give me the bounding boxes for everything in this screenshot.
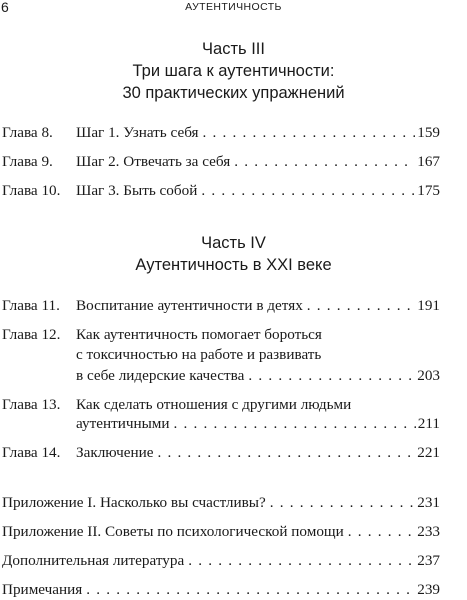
page-ref: 211 [417,415,440,432]
page-ref: 221 [417,444,440,461]
dot-leader [188,551,415,571]
chapter-title-line-2: с токсичностью на работе и развивать [76,346,322,363]
page-ref: 231 [417,494,440,511]
toc-entry-chapter-10[interactable] [2,181,440,201]
toc-entry-chapter-14[interactable] [2,443,440,463]
chapter-title-line-2: аутентичными [76,415,170,432]
chapter-label: Глава 10. [2,182,61,199]
part-4-subtitle: Аутентичность в XXI веке [135,256,332,274]
toc-entry-chapter-12-last-line[interactable] [76,366,440,386]
dot-leader [248,366,415,386]
dot-leader [86,580,415,600]
chapter-title: Воспитание аутентичности в детях [76,297,303,314]
dot-leader [157,443,415,463]
chapter-title: Шаг 2. Отвечать за себя [76,153,231,170]
toc-entry-chapter-13-last-line[interactable] [76,414,440,434]
page-ref: 167 [417,153,440,170]
chapter-title-line-1: Как аутентичность помогает бороться [76,326,322,343]
dot-leader [234,152,415,172]
chapter-label: Глава 8. [2,124,53,141]
dot-leader [203,123,416,143]
chapter-label: Глава 13. [2,396,61,413]
page-number: 6 [1,0,9,15]
page-ref: 203 [417,367,440,384]
toc-entry-appendix-2[interactable] [2,522,440,542]
further-reading-title: Дополнительная литература [2,552,185,569]
chapter-label: Глава 14. [2,444,61,461]
toc-entry-chapter-11[interactable] [2,296,440,316]
running-title: АУТЕНТИЧНОСТЬ [185,1,282,13]
part-3-title: Часть III [202,40,265,58]
toc-entry-further-reading[interactable] [2,551,440,571]
appendix-title: Приложение I. Насколько вы счастливы? [2,494,266,511]
dot-leader [348,522,415,542]
part-4-title: Часть IV [201,234,266,252]
chapter-title-line-3: в себе лидерские качества [76,367,245,384]
chapter-title: Заключение [76,444,154,461]
chapter-title: Шаг 3. Быть собой [76,182,198,199]
page-ref: 191 [417,297,440,314]
dot-leader [201,181,415,201]
chapter-label: Глава 9. [2,153,53,170]
toc-entry-notes[interactable] [2,580,440,600]
page-ref: 233 [417,523,440,540]
dot-leader [174,414,416,434]
page-ref: 237 [417,552,440,569]
part-3-subtitle-line-2: 30 практических упражнений [122,84,345,102]
page-header [0,0,467,16]
chapter-title: Шаг 1. Узнать себя [76,124,199,141]
toc-entry-appendix-1[interactable] [2,493,440,513]
page-ref: 239 [417,581,440,598]
toc-entry-chapter-8[interactable] [2,123,440,143]
page-ref: 175 [417,182,440,199]
chapter-label: Глава 11. [2,297,60,314]
chapter-label: Глава 12. [2,326,61,343]
appendix-title: Приложение II. Советы по психологической помощи [2,523,344,540]
toc-entry-chapter-13[interactable] [2,395,440,415]
chapter-title-line-1: Как сделать отношения с другими людьми [76,396,352,413]
dot-leader [270,493,415,513]
part-3-subtitle-line-1: Три шага к аутентичности: [132,62,335,80]
toc-entry-chapter-12[interactable] [2,325,440,345]
page-ref: 159 [417,124,440,141]
dot-leader [307,296,415,316]
notes-title: Примечания [2,581,83,598]
toc-entry-chapter-9[interactable] [2,152,440,172]
